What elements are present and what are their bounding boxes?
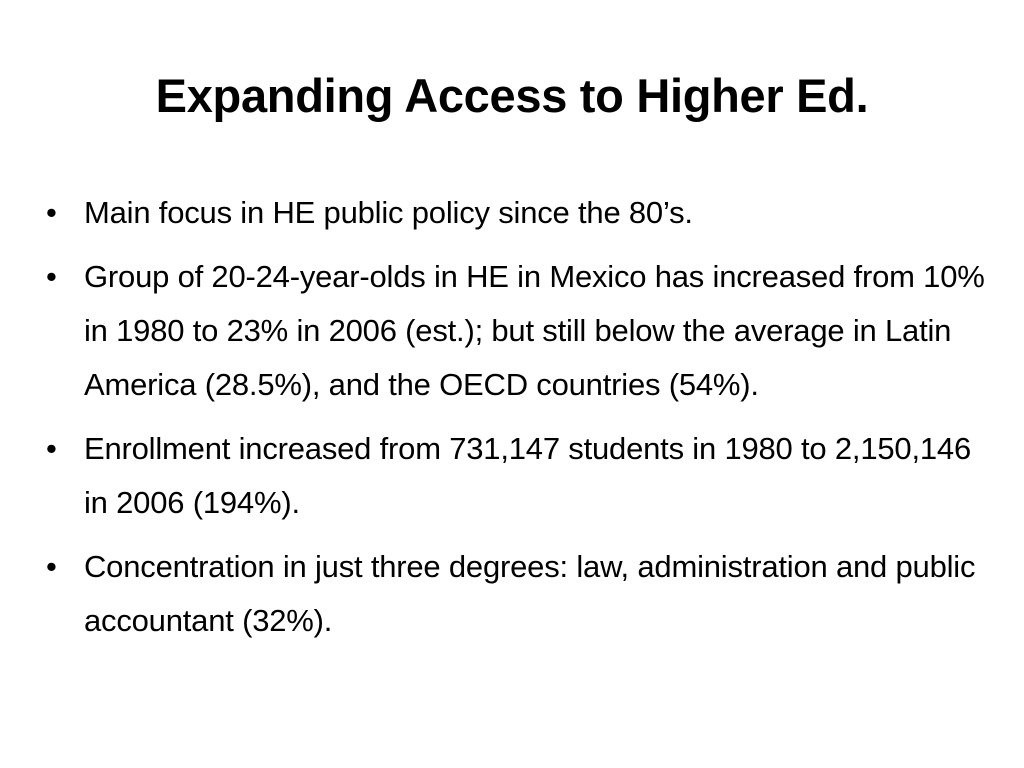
bullet-dot-icon: • xyxy=(46,259,57,294)
bullet-dot-icon: • xyxy=(46,431,57,466)
bullet-dot-icon: • xyxy=(46,195,57,230)
bullet-dot-icon: • xyxy=(46,549,57,584)
bullet-text: Enrollment increased from 731,147 students in 1980 to 2,150,146 in 2006 (194%). xyxy=(84,431,971,520)
bullet-item xyxy=(40,540,1000,648)
bullet-text: Concentration in just three degrees: law, administration and public accountant (32%). xyxy=(84,549,976,638)
bullet-item xyxy=(40,422,1000,530)
bullet-list xyxy=(40,186,1000,658)
bullet-text: Group of 20-24-year-olds in HE in Mexico has increased from 10% in 1980 to 23% in 2006 (est.); but still below the average in Latin America (28.5%), and the OECD countries (54%). xyxy=(84,259,985,402)
bullet-item xyxy=(40,250,1000,412)
bullet-text: Main focus in HE public policy since the 80’s. xyxy=(84,195,693,230)
slide-title: Expanding Access to Higher Ed. xyxy=(155,69,869,122)
bullet-item xyxy=(40,186,1000,240)
